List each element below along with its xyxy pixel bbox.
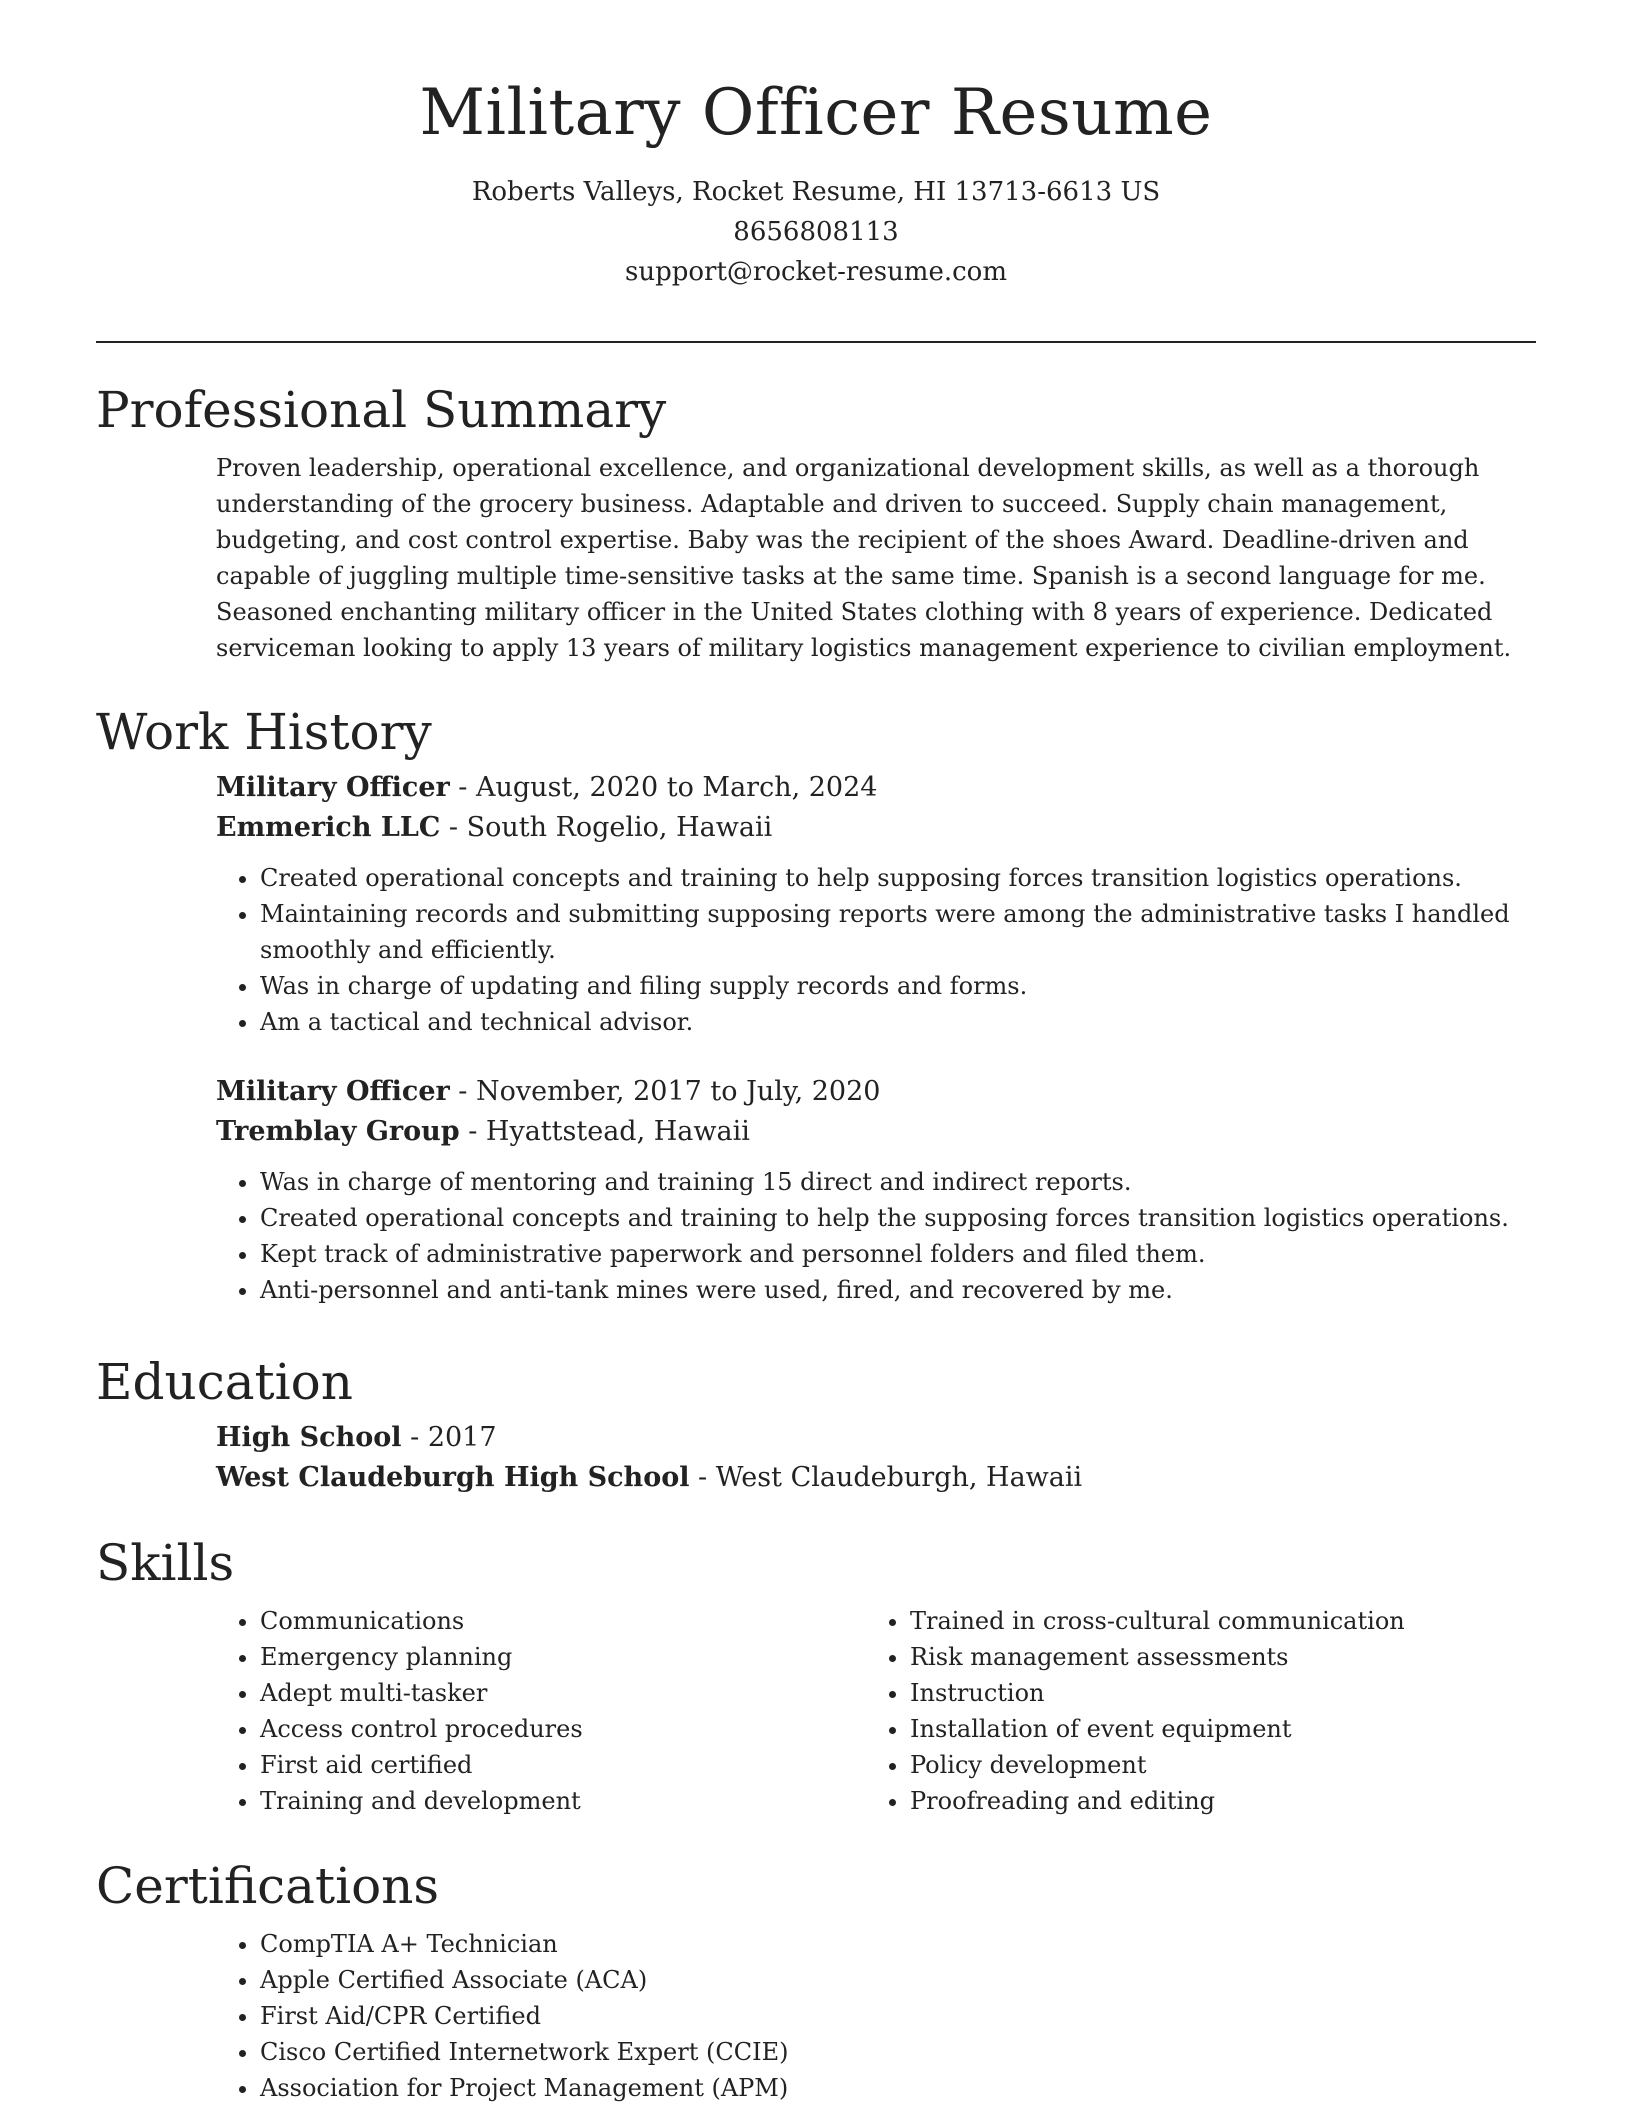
skills-columns xyxy=(216,1603,1536,1819)
job-company: Tremblay Group xyxy=(216,1116,460,1147)
list-item: • Installation of event equipment xyxy=(910,1711,1516,1747)
list-item: • Policy development xyxy=(910,1747,1516,1783)
list-item: • Created operational concepts and training to help the supposing forces transition logistics operations. xyxy=(260,1200,1536,1236)
list-item: • Communications xyxy=(260,1603,866,1639)
list-item: • Anti-personnel and anti-tank mines were used, fired, and recovered by me. xyxy=(260,1272,1536,1308)
list-item: • Adept multi-tasker xyxy=(260,1675,866,1711)
list-item: • First aid certified xyxy=(260,1747,866,1783)
skills-list xyxy=(866,1603,1516,1819)
header-divider xyxy=(96,341,1536,343)
job-company-line xyxy=(216,1112,1536,1152)
job-company: Emmerich LLC xyxy=(216,812,441,843)
job-title: Military Officer xyxy=(216,772,450,803)
list-item: • Risk management assessments xyxy=(910,1639,1516,1675)
job-title-line xyxy=(216,768,1536,808)
skills-section xyxy=(96,1535,1536,1819)
list-item: • Kept track of administrative paperwork and personnel folders and filed them. xyxy=(260,1236,1536,1272)
phone: 8656808113 xyxy=(733,217,899,248)
summary-text: Proven leadership, operational excellence, and organizational development skills, as well as a thorough understanding of the grocery business. Adaptable and driven to succeed. Supply chain management, budgeting, and cost control expertise. Baby was the recipient of the shoes Award. Deadline-driven and capable of juggling multiple time-sensitive tasks at the same time. Spanish is a second language for me. Seasoned enchanting military officer in the United States clothing with 8 years of experience. Dedicated serviceman looking to apply 13 years of military logistics management experience to civilian employment. xyxy=(216,454,1512,662)
summary-heading: Professional Summary xyxy=(96,381,667,439)
list-item: • Association for Project Management (APM) xyxy=(260,2070,1536,2106)
address: Roberts Valleys, Rocket Resume, HI 13713-6613 US xyxy=(471,177,1161,208)
work-history-heading: Work History xyxy=(96,703,432,761)
education-heading: Education xyxy=(96,1353,353,1411)
job-duties xyxy=(216,860,1536,1040)
education-school: West Claudeburgh High School xyxy=(216,1462,690,1493)
list-item: • Emergency planning xyxy=(260,1639,866,1675)
certifications-heading: Certifications xyxy=(96,1857,440,1915)
page-title: Military Officer Resume xyxy=(419,76,1213,150)
education-degree-line xyxy=(216,1418,1536,1458)
list-item: • Access control procedures xyxy=(260,1711,866,1747)
job-list xyxy=(216,768,1536,1308)
list-item: • Trained in cross-cultural communication xyxy=(910,1603,1516,1639)
certifications-list xyxy=(216,1926,1536,2106)
education-year: - 2017 xyxy=(401,1422,497,1453)
list-item: • Was in charge of mentoring and training 15 direct and indirect reports. xyxy=(260,1164,1536,1200)
job-company-line xyxy=(216,808,1536,848)
education-section xyxy=(96,1354,1536,1498)
job-location: - South Rogelio, Hawaii xyxy=(440,812,773,843)
skills-column-right xyxy=(866,1603,1516,1819)
list-item: • Apple Certified Associate (ACA) xyxy=(260,1962,1536,1998)
education-entry xyxy=(216,1418,1536,1498)
list-item: • Maintaining records and submitting supposing reports were among the administrative tasks I handled smoothly and efficiently. xyxy=(260,896,1536,968)
education-degree: High School xyxy=(216,1422,402,1453)
job-entry xyxy=(216,768,1536,1040)
education-location: - West Claudeburgh, Hawaii xyxy=(689,1462,1083,1493)
list-item: • First Aid/CPR Certified xyxy=(260,1998,1536,2034)
job-duties xyxy=(216,1164,1536,1308)
job-title: Military Officer xyxy=(216,1076,450,1107)
list-item: • Am a tactical and technical advisor. xyxy=(260,1004,1536,1040)
list-item: • Proofreading and editing xyxy=(910,1783,1516,1819)
list-item: • Training and development xyxy=(260,1783,866,1819)
job-entry xyxy=(216,1072,1536,1308)
work-history-section xyxy=(96,704,1536,1308)
list-item: • Instruction xyxy=(910,1675,1516,1711)
job-dates: - November, 2017 to July, 2020 xyxy=(449,1076,881,1107)
contact-block xyxy=(96,172,1536,292)
skills-column-left xyxy=(216,1603,866,1819)
education-school-line xyxy=(216,1458,1536,1498)
job-dates: - August, 2020 to March, 2024 xyxy=(449,772,878,803)
skills-heading: Skills xyxy=(96,1534,235,1592)
list-item: • CompTIA A+ Technician xyxy=(260,1926,1536,1962)
list-item: • Created operational concepts and training to help supposing forces transition logistics operations. xyxy=(260,860,1536,896)
summary-section xyxy=(96,382,1536,666)
email: support@rocket-resume.com xyxy=(624,257,1007,288)
job-title-line xyxy=(216,1072,1536,1112)
job-location: - Hyattstead, Hawaii xyxy=(459,1116,750,1147)
list-item: • Cisco Certified Internetwork Expert (CCIE) xyxy=(260,2034,1536,2070)
certifications-body xyxy=(216,1926,1536,2106)
resume-header xyxy=(96,78,1536,292)
certifications-section xyxy=(96,1858,1536,2106)
skills-list xyxy=(216,1603,866,1819)
list-item: • Was in charge of updating and filing supply records and forms. xyxy=(260,968,1536,1004)
